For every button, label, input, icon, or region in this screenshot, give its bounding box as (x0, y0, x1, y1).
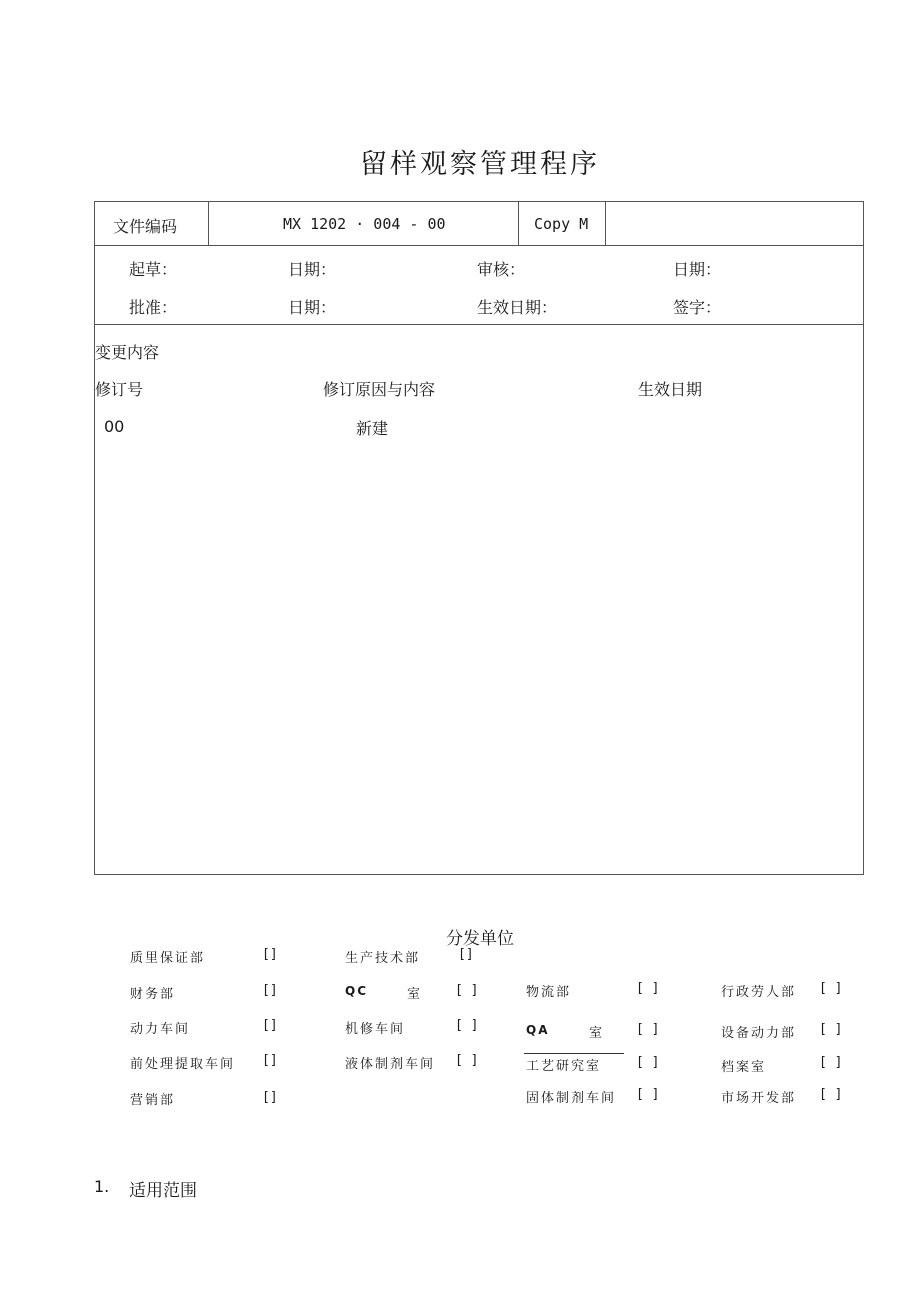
checkbox-extraction[interactable]: [] (262, 1053, 278, 1068)
col-reason-header: 修订原因与内容 (323, 380, 436, 399)
file-code-value: MX 1202 · 004 - 00 (283, 215, 446, 233)
unit-liquid-prep: 液体制剂车间 (345, 1057, 436, 1072)
revision-reason: 新建 (356, 419, 389, 438)
checkbox-marketing[interactable]: [] (262, 1090, 278, 1105)
underline-rule (524, 1053, 624, 1054)
checkbox-admin-hr[interactable]: [ ] (819, 981, 843, 996)
section-number: 1. (94, 1177, 110, 1196)
checkbox-logistics[interactable]: [ ] (636, 981, 660, 996)
unit-quality: 质里保证部 (130, 951, 206, 966)
row-divider (95, 245, 863, 246)
review-date-label: 日期： (673, 260, 722, 279)
page-title: 留样观察管理程序 (360, 149, 600, 180)
unit-logistics: 物流部 (526, 985, 572, 1000)
column-divider (518, 202, 519, 245)
checkbox-liquid-prep[interactable]: [ ] (455, 1053, 479, 1068)
row-divider (95, 324, 863, 325)
unit-qa-suffix: 室 (589, 1026, 605, 1041)
column-divider (605, 202, 606, 245)
unit-maintenance: 机修车间 (345, 1022, 406, 1037)
changes-heading: 变更内容 (95, 343, 160, 362)
unit-archive: 档案室 (721, 1060, 767, 1075)
col-effective-header: 生效日期 (638, 380, 703, 399)
review-label: 审核： (477, 260, 526, 279)
document-header-table (94, 201, 864, 875)
unit-qc-suffix: 室 (407, 987, 423, 1002)
unit-solid-prep: 固体制剂车间 (526, 1091, 617, 1106)
approve-date-label: 日期： (288, 298, 337, 317)
unit-extraction: 前处理提取车间 (130, 1057, 236, 1072)
draft-date-label: 日期： (288, 260, 337, 279)
unit-finance: 财务部 (130, 987, 176, 1002)
checkbox-market-dev[interactable]: [ ] (819, 1087, 843, 1102)
unit-process-lab: 工艺研究室 (526, 1059, 602, 1074)
unit-production-tech: 生产技术部 (345, 951, 421, 966)
effective-date-label: 生效日期： (477, 298, 558, 317)
distribution-heading: 分发单位 (446, 929, 514, 949)
checkbox-quality[interactable]: [] (262, 947, 278, 962)
draft-label: 起草： (129, 260, 178, 279)
unit-admin-hr: 行政劳人部 (721, 985, 797, 1000)
file-code-label: 文件编码 (113, 217, 178, 236)
unit-market-dev: 市场开发部 (721, 1091, 797, 1106)
unit-qc-prefix: QC (345, 984, 369, 998)
col-revision-header: 修订号 (95, 380, 144, 399)
unit-power-workshop: 动力车间 (130, 1022, 191, 1037)
sign-label: 签字： (673, 298, 722, 317)
unit-qa-prefix: QA (526, 1023, 550, 1037)
checkbox-qc[interactable]: [ ] (455, 983, 479, 998)
checkbox-finance[interactable]: [] (262, 983, 278, 998)
checkbox-maintenance[interactable]: [ ] (455, 1018, 479, 1033)
checkbox-production-tech[interactable]: [] (458, 947, 474, 962)
revision-number: 00 (104, 417, 125, 436)
copy-label: Copy M (534, 215, 589, 233)
approve-label: 批准： (129, 298, 178, 317)
checkbox-process-lab[interactable]: [ ] (636, 1055, 660, 1070)
unit-equipment-power: 设备动力部 (721, 1026, 797, 1041)
column-divider (208, 202, 209, 245)
checkbox-equipment-power[interactable]: [ ] (819, 1022, 843, 1037)
section-title: 适用范围 (129, 1181, 197, 1201)
unit-marketing: 营销部 (130, 1093, 176, 1108)
checkbox-archive[interactable]: [ ] (819, 1055, 843, 1070)
checkbox-power-workshop[interactable]: [] (262, 1018, 278, 1033)
checkbox-qa[interactable]: [ ] (636, 1022, 660, 1037)
checkbox-solid-prep[interactable]: [ ] (636, 1087, 660, 1102)
